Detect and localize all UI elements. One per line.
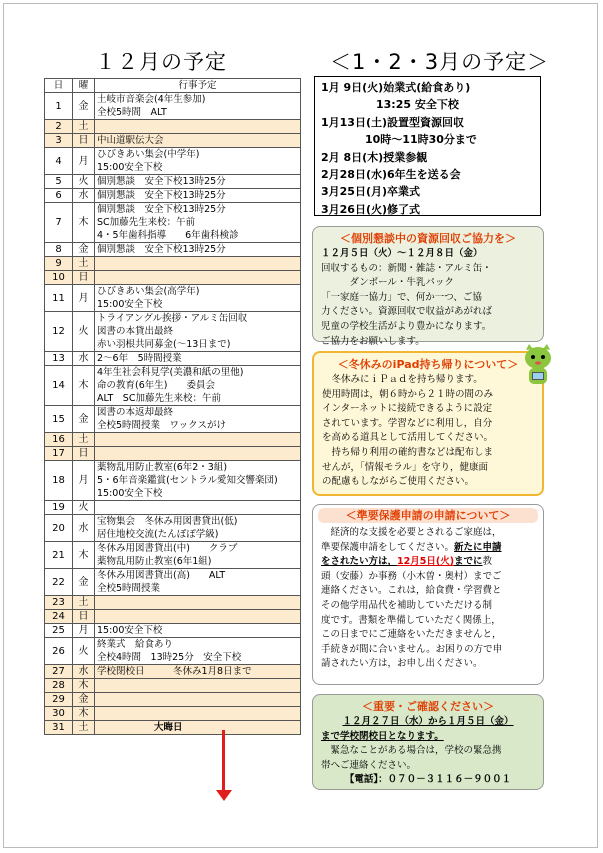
notice-line: 帯へご連絡ください。	[321, 759, 417, 771]
plan-line: 13:25 安全下校	[321, 98, 459, 112]
table-row	[45, 93, 301, 120]
notice-line: 経済的な支援を必要とされるご家庭は，	[330, 527, 502, 538]
events-cell	[95, 406, 301, 433]
day-cell: 14	[45, 366, 73, 406]
events-cell	[95, 134, 301, 148]
table-row	[45, 693, 301, 707]
table-row	[45, 406, 301, 433]
event-text: 薬物乱用防止教室(6年1組)	[97, 556, 212, 567]
day-cell: 5	[45, 175, 73, 189]
weekday-cell: 火	[73, 638, 95, 665]
notice-text: 準要保護申請をしてください。	[321, 541, 455, 553]
weekday-cell: 金	[73, 406, 95, 433]
event-text: 図書の本貸出最終	[97, 326, 174, 337]
events-cell	[95, 610, 301, 624]
recycling-notice	[312, 226, 544, 347]
day-cell: 18	[45, 461, 73, 501]
closure-dates: １２月２７日（水）から１月５日（金）	[342, 716, 514, 727]
plan-line: 1月13日(土)設置型資源回収	[321, 115, 465, 129]
event-text: トライアングル挨拶・アルミ缶回収	[97, 313, 248, 324]
table-row	[45, 189, 301, 203]
weekday-cell: 金	[73, 243, 95, 257]
event-text: 学校閉校日 冬休み1月8日まで	[97, 666, 252, 677]
notice-line	[321, 715, 535, 730]
weekday-cell: 木	[73, 366, 95, 406]
plan-line: 3月26日(火)修了式	[321, 202, 421, 216]
plan-line: 2月28日(水)6年生を送る会	[321, 168, 461, 182]
table-row	[45, 638, 301, 665]
event-text: 15:00安全下校	[97, 299, 163, 310]
notice-line: の配慮もしながらご使用ください。	[322, 476, 475, 488]
day-cell: 24	[45, 610, 73, 624]
events-cell	[95, 120, 301, 134]
weekday-cell: 日	[73, 447, 95, 461]
weekday-cell: 月	[73, 148, 95, 175]
table-row	[45, 433, 301, 447]
mascot-icon	[520, 344, 556, 388]
events-cell	[95, 721, 301, 735]
events-cell	[95, 665, 301, 679]
events-cell	[95, 679, 301, 693]
weekday-cell: 木	[73, 707, 95, 721]
notice-line	[321, 541, 535, 556]
notice-line: 連絡ください。これは，給食費・学習費と	[321, 585, 502, 597]
events-cell	[95, 148, 301, 175]
event-text	[97, 433, 298, 446]
weekday-cell: 土	[73, 721, 95, 735]
events-cell	[95, 93, 301, 120]
notice-line: 冬休みにｉＰａｄを持ち帰ります。	[331, 374, 483, 385]
plan-line: 1月 9日(火)始業式(給食あり)	[321, 81, 471, 94]
events-cell	[95, 569, 301, 596]
december-title: １２月の予定	[95, 50, 227, 74]
event-text: 5・6年音楽鑑賞(セントラル愛知交響楽団)	[97, 475, 278, 486]
jan-mar-title: ＜1・2・3月の予定＞	[330, 50, 550, 74]
weekday-cell: 水	[73, 515, 95, 542]
day-cell: 11	[45, 285, 73, 312]
table-row	[45, 366, 301, 406]
notice-line: を高める道具として活用してください。	[322, 432, 494, 444]
events-cell	[95, 447, 301, 461]
event-text: 全校5時間授業 ワックスがけ	[97, 420, 226, 431]
table-row	[45, 461, 301, 501]
event-text: 15:00安全下校	[97, 162, 163, 173]
event-text: 4・5年歯科指導 6年歯科検診	[97, 230, 239, 241]
weekday-cell: 月	[73, 285, 95, 312]
weekday-cell: 日	[73, 610, 95, 624]
events-cell	[95, 352, 301, 366]
events-cell	[95, 203, 301, 243]
arrow-down-icon	[216, 790, 232, 801]
plan-line: 10時～11時30分まで	[321, 133, 477, 147]
day-cell: 12	[45, 312, 73, 352]
weekday-cell: 水	[73, 189, 95, 203]
day-cell: 4	[45, 148, 73, 175]
event-text: 命の教育(6年生) 委員会	[97, 380, 215, 391]
table-row	[45, 243, 301, 257]
event-text: 15:00安全下校	[97, 625, 163, 636]
table-row	[45, 501, 301, 515]
day-cell: 13	[45, 352, 73, 366]
weekday-cell: 土	[73, 257, 95, 271]
weekday-cell: 木	[73, 203, 95, 243]
day-cell: 22	[45, 569, 73, 596]
weekday-cell: 月	[73, 624, 95, 638]
weekday-cell: 水	[73, 352, 95, 366]
day-cell: 7	[45, 203, 73, 243]
weekday-cell: 火	[73, 175, 95, 189]
notice-line: １２月５日（火）～１２月８日（金）	[321, 248, 483, 259]
events-cell	[95, 596, 301, 610]
event-text: 4年生社会科見学(美濃和紙の里他)	[97, 367, 244, 378]
event-text: 居住地校交流(たんぽぽ学級)	[97, 529, 219, 540]
weekday-cell: 金	[73, 93, 95, 120]
event-text: 全校5時間 ALT	[97, 107, 167, 118]
table-row	[45, 679, 301, 693]
day-cell: 30	[45, 707, 73, 721]
jan-mar-plan-box	[314, 76, 541, 216]
event-text: 2～6年 5時間授業	[97, 353, 182, 364]
events-cell	[95, 515, 301, 542]
aid-heading: ＜準要保護申請の申請について＞	[318, 508, 538, 523]
event-text: 終業式 給食あり	[97, 639, 174, 650]
event-text	[97, 501, 298, 514]
notice-line: 持ち帰り利用の確約書などは配布しま	[331, 446, 494, 458]
table-row	[45, 569, 301, 596]
event-text: 宝物集会 冬休み用図書貸出(低)	[97, 516, 238, 527]
notice-line: ダンボール・牛乳パック	[321, 277, 454, 289]
table-row	[45, 285, 301, 312]
day-cell: 27	[45, 665, 73, 679]
schedule-body	[45, 93, 301, 735]
notice-line: インターネットに接続できるように設定	[322, 403, 493, 415]
arrow-shaft	[222, 730, 225, 792]
table-row	[45, 707, 301, 721]
event-text: 15:00安全下校	[97, 488, 163, 499]
notice-line: 児童の学校生活がより豊かになります。	[321, 320, 492, 332]
event-text	[97, 120, 298, 133]
weekday-cell: 金	[73, 693, 95, 707]
weekday-cell: 月	[73, 461, 95, 501]
table-row	[45, 721, 301, 735]
recycling-heading: ＜個別懇談中の資源回収ご協力を＞	[340, 232, 516, 245]
emergency-phone: 【電話】：０７０－３１１６－９００１	[344, 774, 512, 786]
events-cell	[95, 366, 301, 406]
event-text: ひびきあい集会(高学年)	[97, 286, 200, 297]
table-row	[45, 120, 301, 134]
table-row	[45, 624, 301, 638]
closure-notice	[312, 694, 544, 790]
day-cell: 29	[45, 693, 73, 707]
table-row	[45, 665, 301, 679]
deadline-date: 12月5日(火)	[397, 556, 455, 568]
events-cell	[95, 542, 301, 569]
table-row	[45, 312, 301, 352]
event-text	[97, 271, 298, 284]
day-cell: 3	[45, 134, 73, 148]
event-text	[97, 610, 298, 623]
aid-application-notice	[312, 504, 544, 685]
event-text: 個別懇談 安全下校13時25分	[97, 176, 226, 187]
day-cell: 19	[45, 501, 73, 515]
event-text: ひびきあい集会(中学年)	[97, 149, 200, 160]
events-cell	[95, 461, 301, 501]
events-cell	[95, 285, 301, 312]
weekday-cell: 水	[73, 665, 95, 679]
plan-line: 3月25日(月)卒業式	[321, 185, 421, 199]
day-cell: 8	[45, 243, 73, 257]
event-text: 個別懇談 安全下校13時25分	[97, 190, 226, 201]
weekday-cell: 土	[73, 120, 95, 134]
weekday-cell: 木	[73, 542, 95, 569]
weekday-cell: 土	[73, 596, 95, 610]
table-row	[45, 515, 301, 542]
events-cell	[95, 693, 301, 707]
schedule-table	[44, 78, 301, 735]
header-weekday: 曜	[73, 79, 95, 93]
table-row	[45, 610, 301, 624]
events-cell	[95, 433, 301, 447]
notice-emphasis: までに	[454, 556, 483, 568]
notice-line	[321, 555, 535, 570]
header-events: 行事予定	[95, 79, 301, 93]
event-text: 全校4時間 13時25分 安全下校	[97, 652, 242, 663]
day-cell: 17	[45, 447, 73, 461]
events-cell	[95, 501, 301, 515]
events-cell	[95, 312, 301, 352]
notice-line	[321, 730, 535, 745]
day-cell: 26	[45, 638, 73, 665]
notice-line: 緊急なことがある場合は，学校の緊急携	[330, 745, 502, 757]
day-cell: 9	[45, 257, 73, 271]
day-cell: 2	[45, 120, 73, 134]
events-cell	[95, 257, 301, 271]
event-text: 冬休み用図書貸出(高) ALT	[97, 570, 226, 581]
event-text	[97, 596, 298, 609]
event-text: SC加藤先生来校：午前	[97, 217, 196, 228]
weekday-cell: 土	[73, 433, 95, 447]
notice-line: ご協力をお願いします。	[321, 335, 425, 347]
table-row	[45, 596, 301, 610]
day-cell: 6	[45, 189, 73, 203]
notice-line: されています。学習などに利用し，自分	[322, 417, 493, 429]
event-text: 土岐市音楽会(4年生参加)	[97, 94, 206, 105]
notice-emphasis: をされたい方は，	[321, 556, 398, 568]
table-row	[45, 542, 301, 569]
events-cell	[95, 271, 301, 285]
day-cell: 15	[45, 406, 73, 433]
notice-line: この日までにご連絡をいただきませんと，	[321, 629, 502, 641]
events-cell	[95, 707, 301, 721]
notice-line: その他学用品代を補助していただける制	[321, 599, 493, 611]
plan-line: 2月 8日(木)授業参観	[321, 150, 428, 164]
event-text	[97, 707, 298, 720]
weekday-cell: 火	[73, 312, 95, 352]
notice-line: 頭（安藤）か事務（小木曽・奥村）までご	[321, 570, 502, 582]
event-text: 図書の本返却最終	[97, 407, 174, 418]
event-text: 赤い羽根共同募金(～13日まで)	[97, 339, 231, 350]
events-cell	[95, 638, 301, 665]
table-row	[45, 257, 301, 271]
ipad-notice	[312, 351, 544, 496]
day-cell: 31	[45, 721, 73, 735]
notice-line: 請されたい方は，お申し出ください。	[321, 658, 483, 670]
weekday-cell: 日	[73, 134, 95, 148]
event-text: 冬休み用図書貸出(中) クラブ	[97, 543, 238, 554]
notice-emphasis: 新たに申請	[454, 541, 502, 553]
closure-heading: ＜重要・ご確認ください＞	[362, 700, 494, 713]
notice-line: 度です。書類を準備していただく関係上，	[321, 614, 501, 626]
day-cell: 28	[45, 679, 73, 693]
event-text: 個別懇談 安全下校13時25分	[97, 204, 226, 215]
table-row	[45, 271, 301, 285]
closure-dates: まで学校閉校日となります。	[321, 730, 444, 742]
weekday-cell: 木	[73, 679, 95, 693]
table-row	[45, 447, 301, 461]
weekday-cell: 金	[73, 569, 95, 596]
day-cell: 1	[45, 93, 73, 120]
table-row	[45, 352, 301, 366]
event-text: 全校5時間授業	[97, 583, 161, 594]
table-row	[45, 175, 301, 189]
weekday-cell: 火	[73, 501, 95, 515]
notice-line: 回収するもの：新聞・雑誌・アルミ缶・	[321, 262, 492, 274]
notice-line: 使用時間は，朝６時から２１時の間のみ	[322, 388, 494, 400]
event-text: 中山道駅伝大会	[97, 135, 164, 146]
day-cell: 16	[45, 433, 73, 447]
day-cell: 23	[45, 596, 73, 610]
header-day: 日	[45, 79, 73, 93]
notice-line: 手続きが間に合いません。お困りの方で申	[321, 643, 503, 655]
notice-line: 「一家庭一協力」で、何か一つ、ご協	[321, 291, 482, 303]
notice-line: 力ください。資源回収で収益があがれば	[321, 306, 493, 318]
event-text: ALT SC加藤先生来校：午前	[97, 393, 221, 404]
events-cell	[95, 189, 301, 203]
table-row	[45, 134, 301, 148]
event-text	[97, 679, 298, 692]
event-text: 大晦日	[97, 722, 183, 733]
events-cell	[95, 175, 301, 189]
ipad-heading: ＜冬休みのiPad持ち帰りについて＞	[337, 358, 519, 371]
notice-text: 教	[482, 556, 493, 568]
day-cell: 20	[45, 515, 73, 542]
event-text	[97, 447, 298, 460]
table-row	[45, 203, 301, 243]
events-cell	[95, 243, 301, 257]
events-cell	[95, 624, 301, 638]
event-text	[97, 257, 298, 270]
table-row	[45, 148, 301, 175]
weekday-cell: 日	[73, 271, 95, 285]
day-cell: 21	[45, 542, 73, 569]
notice-line: せんが，「情報モラル」を守り，健康面	[322, 461, 488, 473]
day-cell: 25	[45, 624, 73, 638]
event-text: 薬物乱用防止教室(6年2・3組)	[97, 462, 228, 473]
event-text	[97, 693, 298, 706]
day-cell: 10	[45, 271, 73, 285]
event-text: 個別懇談 安全下校13時25分	[97, 244, 226, 255]
